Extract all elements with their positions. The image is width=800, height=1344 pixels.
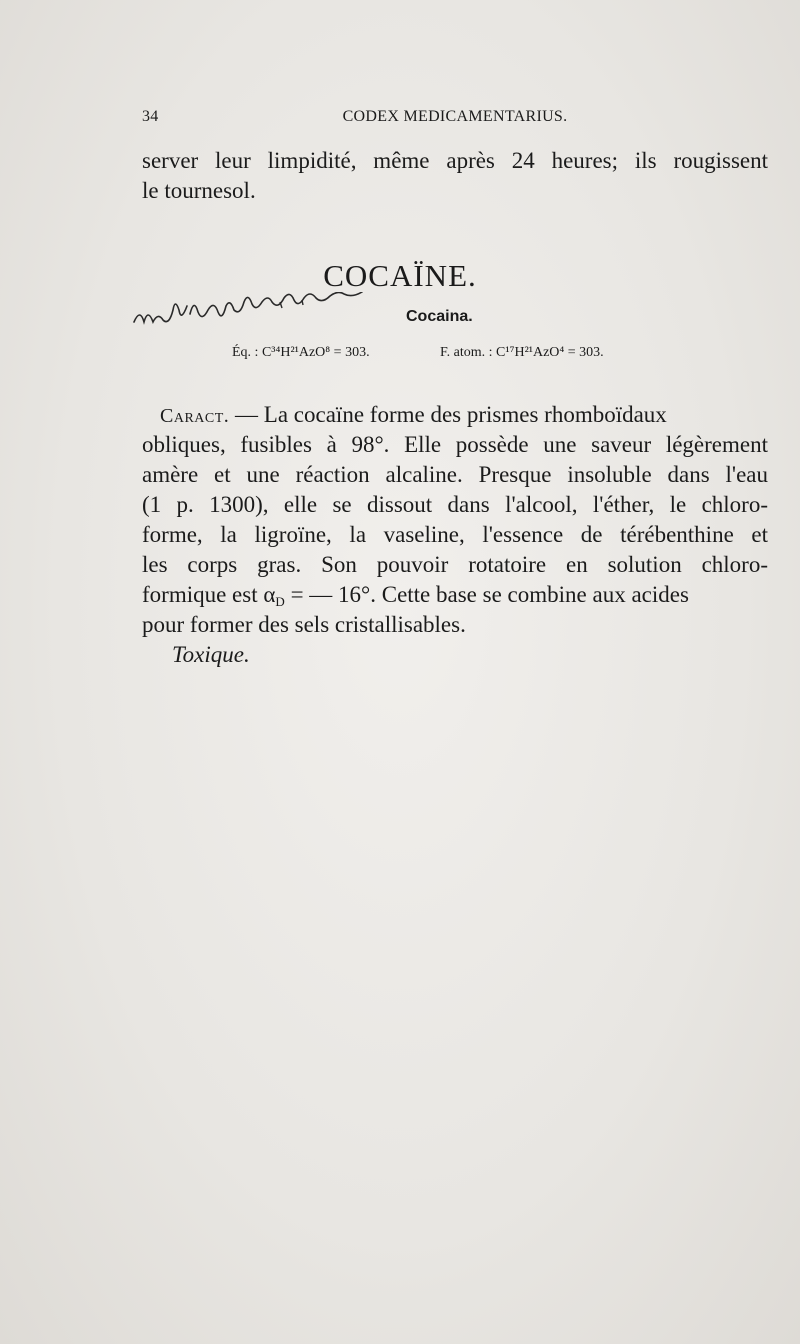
running-head-title: CODEX MEDICAMENTARIUS. xyxy=(342,108,568,125)
description-text-1: — La cocaïne forme des prismes rhomboïdaux xyxy=(229,402,667,427)
handwritten-annotation xyxy=(130,292,390,336)
caract-label: Caract. xyxy=(160,405,230,427)
page-number: 34 xyxy=(142,108,159,125)
formula-equivalent: Éq. : C³⁴H²¹AzO⁸ = 303. xyxy=(232,345,370,360)
formula-atomic: F. atom. : C¹⁷H²¹AzO⁴ = 303. xyxy=(440,345,604,360)
toxicity-note: Toxique. xyxy=(172,642,250,667)
rotation-prefix: formique est α xyxy=(142,582,276,607)
entry-heading: COCAÏNE. xyxy=(323,258,477,293)
description-line-5: forme, la ligroïne, la vaseline, l'essence de térébenthine et xyxy=(142,522,768,547)
description-line-1 xyxy=(142,400,768,431)
description-line-2: obliques, fusibles à 98°. Elle possède une saveur légèrement xyxy=(142,432,768,457)
rotation-suffix: = — 16°. Cette base se combine aux acides xyxy=(284,582,689,607)
description-line-6: les corps gras. Son pouvoir rotatoire en solution chloro- xyxy=(142,552,768,577)
description-line-4: (1 p. 1300), elle se dissout dans l'alcool, l'éther, le chloro- xyxy=(142,492,768,517)
continuation-line-2: le tournesol. xyxy=(142,178,256,203)
latin-name: Cocaina. xyxy=(406,308,473,325)
description-line-8: pour former des sels cristallisables. xyxy=(142,612,466,637)
description-line-3: amère et une réaction alcaline. Presque insoluble dans l'eau xyxy=(142,462,768,487)
continuation-line-1: server leur limpidité, même après 24 heures; ils rougissent xyxy=(142,148,768,173)
rotation-subscript: D xyxy=(275,594,285,609)
